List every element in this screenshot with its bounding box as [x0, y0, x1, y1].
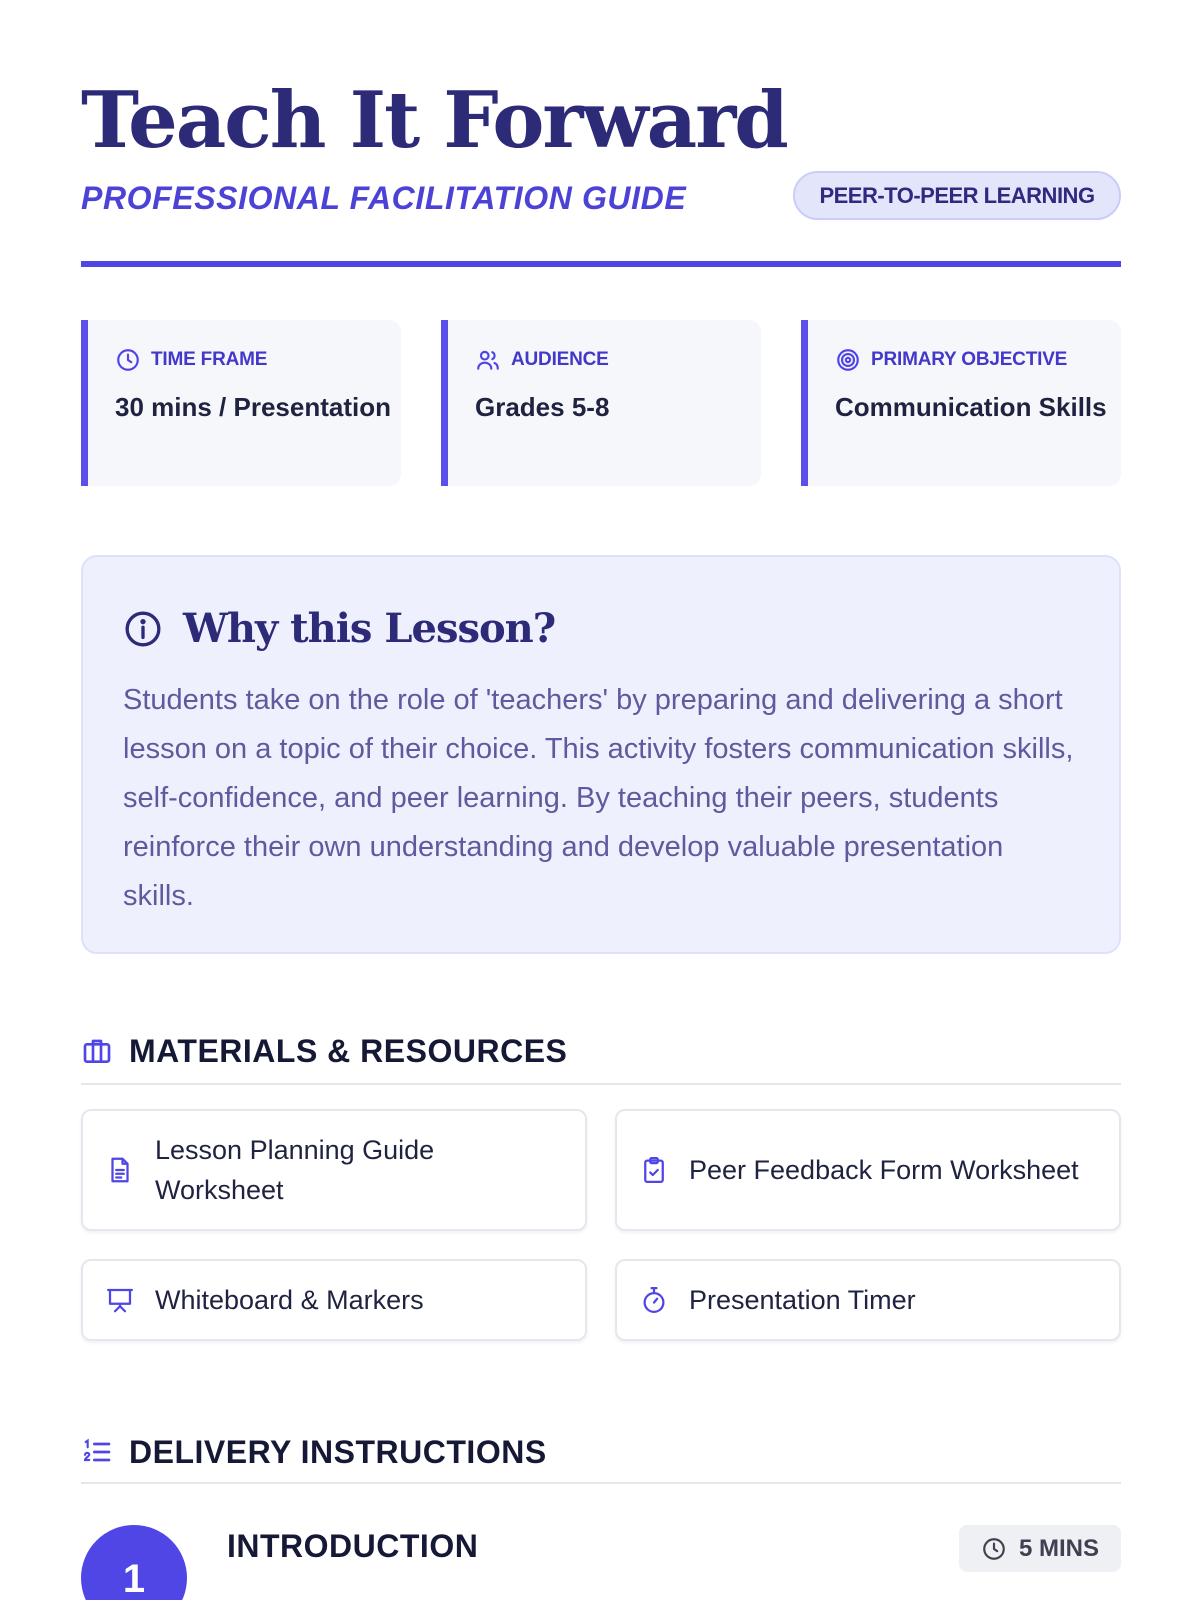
info-card-time-frame	[81, 320, 401, 486]
info-card-value: Grades 5-8	[475, 392, 610, 422]
info-card-value: 30 mins / Presentation	[115, 392, 391, 422]
page-subtitle: PROFESSIONAL FACILITATION GUIDE	[81, 180, 687, 216]
material-item	[615, 1259, 1121, 1341]
info-card-value: Communication Skills	[835, 392, 1107, 422]
material-label: Presentation Timer	[689, 1285, 916, 1315]
step-duration-badge	[959, 1525, 1121, 1572]
stopwatch-icon	[639, 1285, 669, 1315]
material-item	[81, 1259, 587, 1341]
header-divider	[81, 261, 1121, 267]
target-icon	[835, 347, 861, 373]
users-icon	[475, 347, 501, 373]
material-label: Whiteboard & Markers	[155, 1285, 424, 1315]
info-icon	[123, 609, 163, 649]
step-duration: 5 MINS	[1018, 1534, 1099, 1562]
info-card-audience	[441, 320, 761, 486]
presentation-board-icon	[105, 1285, 135, 1315]
clock-icon	[981, 1536, 1007, 1562]
materials-title: MATERIALS & RESOURCES	[129, 1032, 568, 1069]
page-title: Teach It Forward	[81, 75, 787, 166]
category-badge: PEER-TO-PEER LEARNING	[793, 171, 1121, 220]
clipboard-check-icon	[639, 1155, 669, 1185]
info-card-primary-objective	[801, 320, 1121, 486]
material-label: Lesson Planning Guide Worksheet	[155, 1135, 435, 1205]
delivery-section-heading	[81, 1426, 1121, 1484]
material-item	[81, 1109, 587, 1231]
materials-section-heading	[81, 1025, 1121, 1085]
clock-icon	[115, 347, 141, 373]
material-label: Peer Feedback Form Worksheet	[689, 1155, 1079, 1185]
info-card-label: AUDIENCE	[511, 349, 609, 370]
why-description: Students take on the role of 'teachers' by preparing and delivering a short lesson on a topic of their choice. This activity fosters communication skills, self-confidence, and peer learning. By teaching their peers, students reinforce their own understanding and develop valuable presentation skills.	[123, 684, 1074, 912]
delivery-title: DELIVERY INSTRUCTIONS	[129, 1433, 547, 1470]
lesson-guide-page	[81, 0, 1121, 1600]
step-number-badge: 1	[81, 1525, 187, 1600]
numbered-list-icon	[81, 1436, 113, 1468]
document-icon	[105, 1155, 135, 1185]
info-card-label: PRIMARY OBJECTIVE	[871, 349, 1068, 370]
info-card-label: TIME FRAME	[151, 349, 268, 370]
why-this-lesson-panel	[81, 555, 1121, 954]
briefcase-icon	[81, 1035, 113, 1067]
why-title: Why this Lesson?	[183, 605, 556, 652]
material-item	[615, 1109, 1121, 1231]
step-title: INTRODUCTION	[227, 1528, 479, 1564]
